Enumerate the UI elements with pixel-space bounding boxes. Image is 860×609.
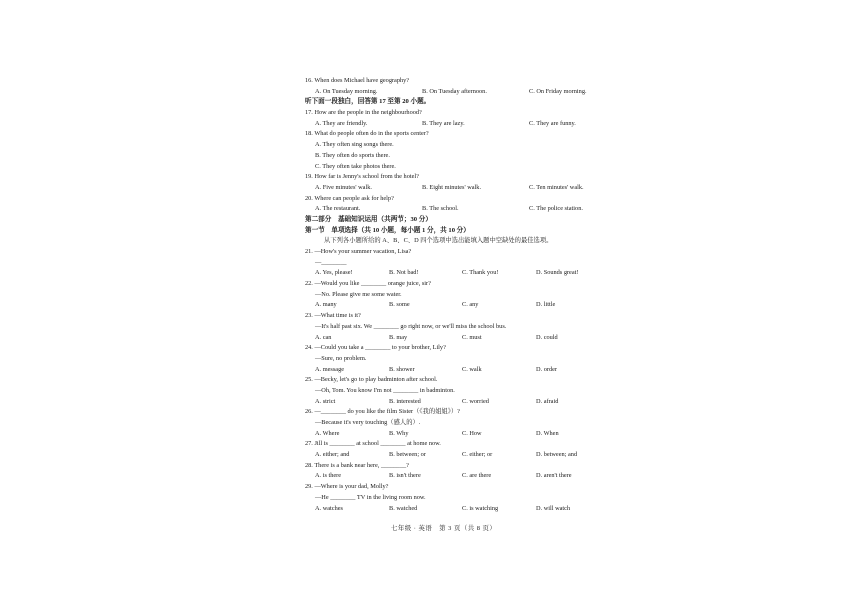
- question-stem: 25. —Becky, let's go to play badminton after school.: [305, 376, 438, 384]
- answer-option: A. Where: [315, 429, 340, 437]
- answer-option: C. worried: [462, 397, 489, 405]
- options-row: [305, 471, 605, 482]
- answer-option: C. Thank you!: [462, 269, 499, 277]
- question-stem: 29. —Where is your dad, Molly?: [305, 483, 389, 491]
- question-stem: 19. How far is Jenny's school from the hotel?: [305, 173, 419, 181]
- answer-option: D. afraid: [536, 397, 559, 405]
- answer-option: A. On Tuesday morning.: [315, 87, 378, 95]
- answer-option: C. any: [462, 301, 479, 309]
- question-stem: 26. —________ do you like the film Sister（《我的姐姐》）?: [305, 408, 460, 416]
- page-footer: 七年级 · 英语 第 3 页（共 8 页）: [391, 525, 497, 532]
- question-stem: 23. —What time is it?: [305, 312, 361, 320]
- question-stem: 27. Jill is ________ at school ________ at home now.: [305, 440, 441, 448]
- dialogue-line: —Oh, Tom. You know I'm not ________ in badminton.: [315, 386, 455, 394]
- instruction-text: 从下列各小题所给的 A、B、C、D 四个选项中选出能填入题中空缺处的最佳选项。: [324, 237, 553, 245]
- options-row: [305, 365, 605, 376]
- answer-option: C. are there: [462, 472, 492, 480]
- options-row: [305, 450, 605, 461]
- dialogue-line: —Because it's very touching（感人的）.: [315, 419, 421, 426]
- answer-option: B. Eight minutes' walk.: [422, 183, 482, 191]
- answer-option: A. watches: [315, 504, 343, 512]
- answer-option: B. shower: [389, 365, 415, 373]
- answer-option: D. Sounds great!: [536, 269, 579, 277]
- answer-option: B. They are lazy.: [422, 119, 465, 127]
- answer-option: A. The restaurant.: [315, 205, 361, 213]
- options-row: [305, 504, 605, 515]
- options-row: [305, 87, 605, 98]
- answer-option: C. How: [462, 429, 482, 437]
- options-row: [305, 204, 605, 215]
- answer-option: B. some: [389, 301, 410, 309]
- section-heading: 第一节 单项选择（共 10 小题，每小题 1 分，共 10 分）: [305, 226, 470, 234]
- answer-option: B. They often do sports there.: [315, 151, 390, 159]
- dialogue-line: —________: [315, 258, 347, 266]
- answer-option: B. Why: [389, 429, 409, 437]
- answer-option: B. interested: [389, 397, 421, 405]
- answer-option: C. On Friday morning.: [529, 87, 587, 95]
- answer-option: D. between; and: [536, 451, 578, 459]
- section-heading: 听下面一段独白，回答第 17 至第 20 小题。: [305, 98, 431, 106]
- question-stem: 17. How are the people in the neighbourhood?: [305, 109, 422, 117]
- answer-option: D. will watch: [536, 504, 571, 512]
- answer-option: B. Not bad!: [389, 269, 419, 277]
- answer-option: B. watched: [389, 504, 418, 512]
- answer-option: C. either; or: [462, 451, 493, 459]
- answer-option: C. They are funny.: [529, 119, 576, 127]
- answer-option: A. Five minutes' walk.: [315, 183, 372, 191]
- answer-option: D. little: [536, 301, 556, 309]
- answer-option: A. They often sing songs there.: [315, 141, 394, 149]
- answer-option: A. is there: [315, 472, 342, 480]
- options-row: [305, 300, 605, 311]
- answer-option: A. message: [315, 365, 345, 373]
- answer-option: A. strict: [315, 397, 336, 405]
- options-row: [305, 183, 605, 194]
- question-stem: 20. Where can people ask for help?: [305, 194, 394, 202]
- answer-option: A. Yes, please!: [315, 269, 353, 277]
- answer-option: A. either; and: [315, 451, 350, 459]
- answer-option: D. could: [536, 333, 558, 341]
- options-row: [305, 268, 605, 279]
- answer-option: C. The police station.: [529, 205, 583, 213]
- answer-option: C. is watching: [462, 504, 499, 512]
- question-list: [305, 76, 605, 514]
- answer-option: C. Ten minutes' walk.: [529, 183, 584, 191]
- question-stem: 16. When does Michael have geography?: [305, 77, 410, 84]
- dialogue-line: —It's half past six. We ________ go right now, or we'll miss the school bus.: [315, 322, 507, 330]
- dialogue-line: —He ________ TV in the living room now.: [315, 493, 426, 501]
- answer-option: A. They are friendly.: [315, 119, 368, 127]
- question-stem: 24. —Could you take a ________ to your brother, Lily?: [305, 344, 446, 352]
- question-stem: 21. —How's your summer vacation, Lisa?: [305, 248, 412, 255]
- answer-option: D. When: [536, 429, 559, 437]
- answer-option: C. must: [462, 333, 482, 341]
- answer-option: D. aren't there: [536, 472, 572, 480]
- options-row: [305, 333, 605, 344]
- answer-option: B. isn't there: [389, 472, 421, 480]
- question-stem: 22. —Would you like ________ orange juice, sir?: [305, 280, 431, 288]
- section-heading: 第二部分 基础知识运用（共两节；30 分）: [305, 215, 432, 223]
- options-row: [305, 429, 605, 440]
- answer-option: A. can: [315, 333, 332, 341]
- answer-option: B. On Tuesday afternoon.: [422, 87, 487, 95]
- question-stem: 28. There is a bank near here, ________?: [305, 461, 409, 469]
- answer-option: C. walk: [462, 365, 482, 373]
- answer-option: C. They often take photos there.: [315, 162, 396, 170]
- answer-option: B. may: [389, 333, 408, 341]
- dialogue-line: —Sure, no problem.: [315, 354, 367, 362]
- answer-option: A. many: [315, 301, 337, 309]
- answer-option: D. order: [536, 365, 557, 373]
- options-row: [305, 397, 605, 408]
- answer-option: B. The school.: [422, 205, 459, 213]
- options-row: [305, 119, 605, 130]
- answer-option: B. between; or: [389, 451, 426, 459]
- dialogue-line: —No. Please give me some water.: [315, 290, 402, 298]
- question-stem: 18. What do people often do in the sports center?: [305, 130, 429, 138]
